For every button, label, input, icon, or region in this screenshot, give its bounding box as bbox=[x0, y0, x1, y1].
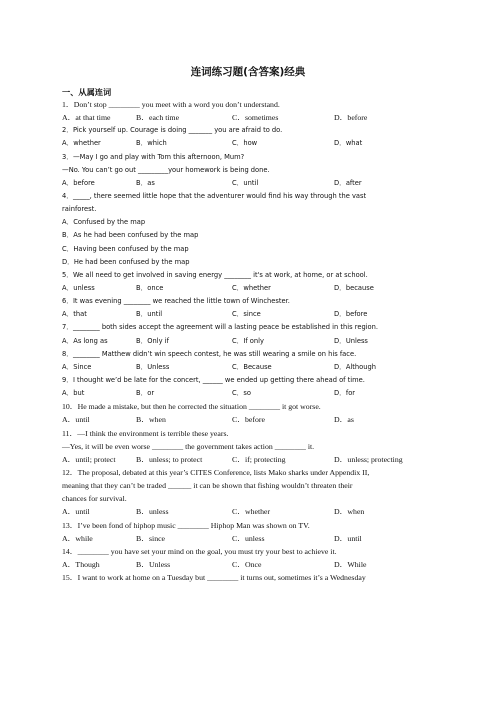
option-d: D．until bbox=[334, 533, 362, 543]
option-b: B．once bbox=[136, 283, 164, 292]
option-c: C．Having been confused by the map bbox=[62, 244, 189, 253]
question-stem-continued: meaning that they can’t be traded ______ it can be shown that fishing wouldn’t threaten their bbox=[62, 481, 353, 491]
option-a: A．unless bbox=[62, 283, 95, 292]
option-a: A．until bbox=[62, 415, 90, 425]
option-d: D．before bbox=[334, 113, 368, 123]
option-a: A．Confused by the map bbox=[62, 218, 146, 227]
question-stem: 3．—May I go and play with Tom this afternoon, Mum? bbox=[62, 152, 245, 161]
option-b: B．Only if bbox=[136, 336, 169, 345]
question-options bbox=[62, 558, 442, 571]
option-a: A．that bbox=[62, 310, 87, 319]
option-c: C．before bbox=[232, 415, 265, 425]
option-b: B．each time bbox=[136, 113, 180, 123]
question-stem: 10．He made a mistake, but then he corrected the situation ________ it got worse. bbox=[62, 402, 321, 412]
option-c: C．whether bbox=[232, 283, 271, 292]
question-stem: 6．It was evening ________ we reached the little town of Winchester. bbox=[62, 297, 290, 306]
option-b: B．unless; to protect bbox=[136, 454, 203, 464]
question-stem: 11．—I think the environment is terrible these years. bbox=[62, 428, 229, 438]
option-d: D．as bbox=[334, 415, 354, 425]
document-title: 连词练习题(含答案)经典 bbox=[190, 66, 306, 78]
option-c: C．Once bbox=[232, 559, 262, 569]
option-b: B．which bbox=[136, 139, 167, 148]
option-c: C．unless bbox=[232, 533, 265, 543]
question-stem: 8．________ Matthew didn’t win speech contest, he was still wearing a smile on his face. bbox=[62, 349, 357, 358]
question-stem: 5．We all need to get involved in saving energy ________ it's at work, at home, or at school. bbox=[62, 270, 368, 279]
question-options bbox=[62, 361, 442, 374]
option-d: D．after bbox=[334, 178, 362, 187]
question-stem: 7．________ both sides accept the agreement will a lasting peace be established in this region. bbox=[62, 323, 378, 332]
option-a: A．until; protect bbox=[62, 454, 116, 464]
option-d: D．Although bbox=[334, 362, 376, 371]
question-stem-continued: —Yes, it will be even worse ________ the government takes action ________ it. bbox=[62, 441, 315, 451]
question-stem-continued: rainforest. bbox=[62, 205, 97, 214]
option-d: D．unless; protecting bbox=[334, 454, 403, 464]
question-options bbox=[62, 308, 442, 321]
option-d: D．when bbox=[334, 507, 365, 517]
option-d: D．He had been confused by the map bbox=[62, 257, 190, 266]
question-stem: 13．I’ve been fond of hiphop music ________ Hiphop Man was shown on TV. bbox=[62, 520, 310, 530]
question-stem: 12．The proposal, debated at this year’s CITES Conference, lists Mako sharks under Appendix II, bbox=[62, 467, 370, 477]
option-a: A．before bbox=[62, 178, 95, 187]
section-heading: 一、从属连词 bbox=[62, 87, 112, 97]
option-c: C．if; protecting bbox=[232, 454, 286, 464]
option-c: C．whether bbox=[232, 507, 271, 517]
option-c: C．so bbox=[232, 389, 251, 398]
option-d: D．Unless bbox=[334, 336, 368, 345]
option-b: B．unless bbox=[136, 507, 169, 517]
option-c: C．sometimes bbox=[232, 113, 279, 123]
question-options bbox=[62, 387, 442, 400]
option-a: A．whether bbox=[62, 139, 101, 148]
question-options bbox=[62, 111, 442, 124]
question-options bbox=[62, 532, 442, 545]
option-c: C．Because bbox=[232, 362, 272, 371]
option-d: D．what bbox=[334, 139, 363, 148]
option-d: D．because bbox=[334, 283, 374, 292]
option-b: B．until bbox=[136, 310, 163, 319]
question-options bbox=[62, 335, 442, 348]
question-stem: 4．_____, there seemed little hope that the adventurer would find his way through the vast bbox=[62, 191, 367, 200]
option-b: B．or bbox=[136, 389, 155, 398]
option-b: B．Unless bbox=[136, 362, 170, 371]
question-stem-continued: —No. You can’t go out _________your homework is being done. bbox=[62, 165, 270, 174]
option-a: A．but bbox=[62, 389, 85, 398]
option-d: D．While bbox=[334, 559, 367, 569]
question-stem: 15．I want to work at home on a Tuesday but ________ it turns out, sometimes it’s a Wednesday bbox=[62, 573, 366, 583]
question-options bbox=[62, 505, 442, 518]
question-stem: 14．________ you have set your mind on the goal, you must try your best to achieve it. bbox=[62, 546, 337, 556]
question-list bbox=[62, 98, 442, 584]
option-b: B．since bbox=[136, 533, 166, 543]
question-options bbox=[62, 137, 442, 150]
option-b: B．As he had been confused by the map bbox=[62, 231, 199, 240]
question-options bbox=[62, 413, 442, 426]
option-d: D．for bbox=[334, 389, 356, 398]
question-options bbox=[62, 453, 442, 466]
question-stem-continued: chances for survival. bbox=[62, 494, 127, 504]
option-c: C．until bbox=[232, 178, 259, 187]
option-a: A．As long as bbox=[62, 336, 108, 345]
option-a: A．Since bbox=[62, 362, 92, 371]
question-stem: 1．Don’t stop ________ you meet with a word you don’t understand. bbox=[62, 100, 280, 109]
option-c: C．since bbox=[232, 310, 261, 319]
question-options bbox=[62, 177, 442, 190]
question-stem: 2．Pick yourself up. Courage is doing _______ you are afraid to do. bbox=[62, 126, 283, 135]
option-b: B．when bbox=[136, 415, 166, 425]
option-d: D．before bbox=[334, 310, 368, 319]
option-b: B．as bbox=[136, 178, 155, 187]
option-a: A．Though bbox=[62, 559, 100, 569]
question-options bbox=[62, 282, 442, 295]
option-c: C．If only bbox=[232, 336, 264, 345]
question-stem: 9．I thought we’d be late for the concert, ______ we ended up getting there ahead of time. bbox=[62, 375, 365, 384]
option-b: B．Unless bbox=[136, 559, 171, 569]
option-a: A．while bbox=[62, 533, 93, 543]
option-c: C．how bbox=[232, 139, 258, 148]
option-a: A．at that time bbox=[62, 113, 111, 123]
option-a: A．until bbox=[62, 507, 90, 517]
